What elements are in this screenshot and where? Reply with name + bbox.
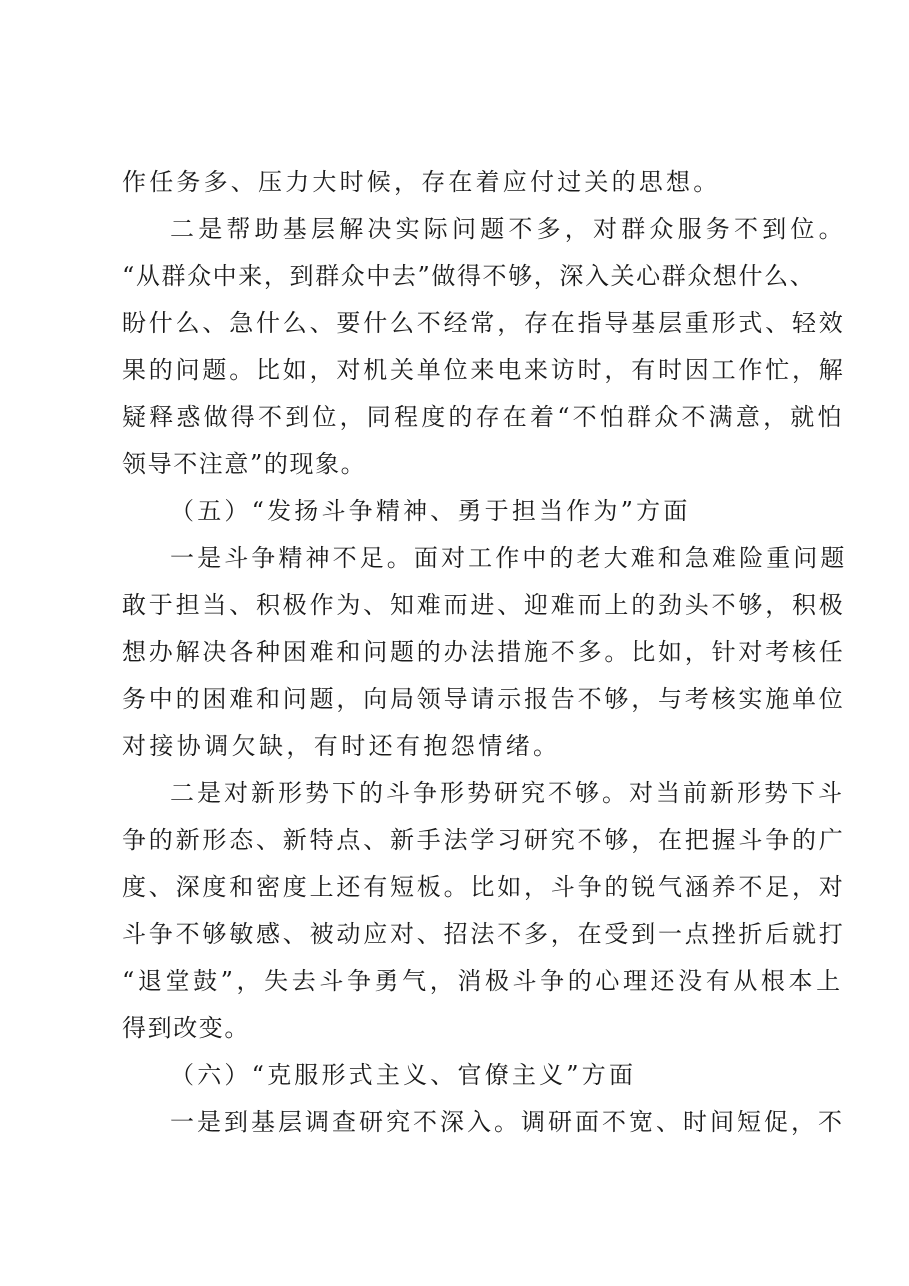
text-line: 度、深度和密度上还有短板。比如，斗争的锐气涵养不足，对 xyxy=(122,873,846,901)
text-line: 二是对新形势下的斗争形势研究不够。对当前新形势下斗 xyxy=(170,779,845,807)
text-line: 作任务多、压力大时候，存在着应付过关的思想。 xyxy=(122,168,721,196)
text-line: 二是帮助基层解决实际问题不多，对群众服务不到位。 xyxy=(170,215,847,243)
text-line: 敢于担当、积极作为、知难而进、迎难而上的劲头不够，积极 xyxy=(122,591,846,619)
text-line: 疑释惑做得不到位，同程度的存在着“不怕群众不满意，就怕 xyxy=(122,403,845,431)
text-line: 斗争不够敏感、被动应对、招法不多，在受到一点挫折后就打 xyxy=(122,920,846,948)
text-line: 务中的困难和问题，向局领导请示报告不够，与考核实施单位 xyxy=(122,685,846,713)
section-heading: （五）“发扬斗争精神、勇于担当作为”方面 xyxy=(170,497,691,525)
text-line: 领导不注意”的现象。 xyxy=(122,450,367,478)
text-line: 想办解决各种困难和问题的办法措施不多。比如，针对考核任 xyxy=(122,638,846,666)
text-line: 对接协调欠缺，有时还有抱怨情绪。 xyxy=(122,732,561,760)
text-line: 一是斗争精神不足。面对工作中的老大难和急难险重问题 xyxy=(170,544,848,572)
text-line: 争的新形态、新特点、新手法学习研究不够，在把握斗争的广 xyxy=(122,826,846,854)
section-heading: （六）“克服形式主义、官僚主义”方面 xyxy=(170,1061,637,1089)
text-line: “退堂鼓”，失去斗争勇气，消极斗争的心理还没有从根本上 xyxy=(122,967,844,995)
text-line: 得到改变。 xyxy=(122,1014,250,1042)
text-line: 果的问题。比如，对机关单位来电来访时，有时因工作忙，解 xyxy=(122,356,846,384)
text-line: 盼什么、急什么、要什么不经常，存在指导基层重形式、轻效 xyxy=(122,309,846,337)
text-line: “从群众中来，到群众中去”做得不够，深入关心群众想什么、 xyxy=(122,262,816,290)
text-line: 一是到基层调查研究不深入。调研面不宽、时间短促，不 xyxy=(170,1108,845,1136)
